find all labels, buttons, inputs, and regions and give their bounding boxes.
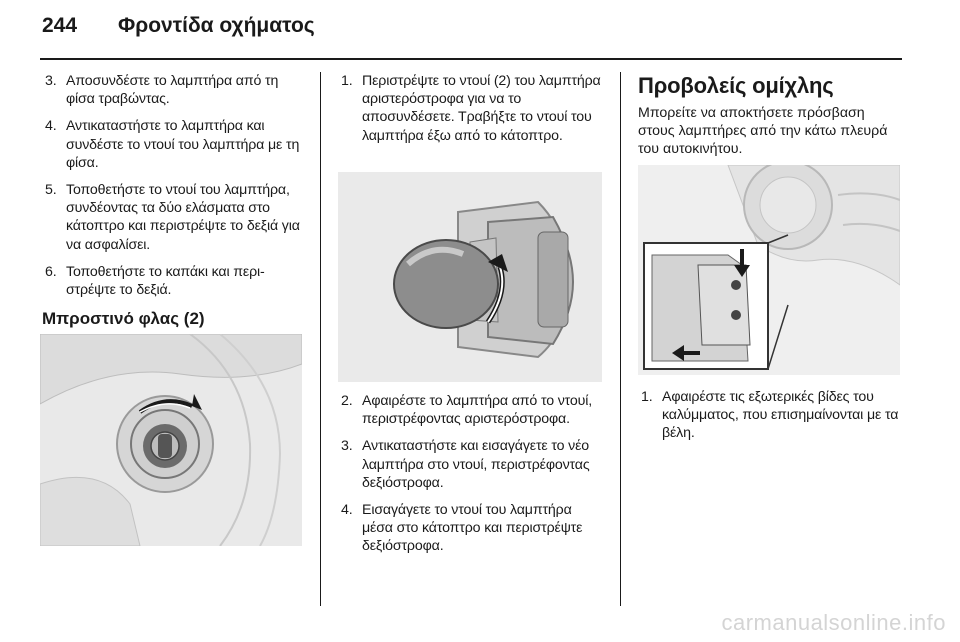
page-header <box>42 14 315 44</box>
column-divider-2 <box>620 72 621 606</box>
figure-bulb-removal <box>338 172 602 382</box>
column-divider-1 <box>320 72 321 606</box>
list-item: 1. Αφαιρέστε τις εξωτερικές βίδες του καλύμματος, που επισημαίνονται με τα βέλη. <box>641 389 899 442</box>
list-item: 6. Τοποθετήστε το καπάκι και περιστρέψτε το δεξιά. <box>45 263 265 299</box>
page-number: 244 <box>42 14 78 37</box>
header-rule <box>40 58 902 60</box>
intro-paragraph: Μπορείτε να αποκτήσετε πρόσβαση στους λαμπτήρες από την κάτω πλευρά του αυτοκινήτου. <box>638 105 888 157</box>
section-heading-fog-lights: Προβολείς ομίχλης <box>638 73 834 98</box>
list-item: 4. Αντικαταστήστε το λαμπτήρα και συνδέστε το ντουί του λαμπτήρα με τη φίσα. <box>45 118 300 171</box>
figure-indicator-socket <box>40 334 302 546</box>
column-middle-lower <box>338 392 604 565</box>
column-right-lower <box>638 388 902 452</box>
list-item: 1. Περιστρέψτε το ντουί (2) του λαμπτήρα αριστερόστροφα για να το αποσυνδέσετε. Τραβήξτε το ντουί του λαμπτήρα έξω από το κάτοπτρο. <box>341 73 601 144</box>
steps-list-right <box>638 388 902 443</box>
column-left <box>42 72 304 343</box>
steps-list-middle-top <box>338 72 604 145</box>
list-item: 5. Τοποθετήστε το ντουί του λαμπτήρα, συνδέοντας τα δύο ελάσματα στο κάτοπτρο και περιστρέψτε το δεξιά για να ασφαλίσει. <box>45 182 300 253</box>
subheading-front-indicator: Μπροστινό φλας (2) <box>42 309 205 329</box>
column-middle <box>338 72 604 154</box>
page-title: Φροντίδα οχήματος <box>118 14 315 37</box>
steps-list-middle-bottom <box>338 392 604 556</box>
column-right <box>638 72 902 158</box>
list-item: 3. Αποσυνδέστε το λαμπτήρα από τη φίσα τραβώντας. <box>45 73 279 108</box>
list-item: 3. Αντικαταστήστε και εισαγάγετε το νέο λαμπτήρα στο ντουί, περιστρέφοντας δεξιόστροφα. <box>341 438 590 491</box>
list-item: 2. Αφαιρέστε το λαμπτήρα από το ντουί, περιστρέφοντας αριστερόστροφα. <box>341 393 593 428</box>
steps-list-left <box>42 72 304 299</box>
figure-fog-lamp-access <box>638 165 900 375</box>
watermark: carmanualsonline.info <box>721 610 946 635</box>
list-item: 4. Εισαγάγετε το ντουί του λαμπτήρα μέσα στο κάτοπτρο και περιστρέψτε δεξιόστροφα. <box>341 502 583 555</box>
